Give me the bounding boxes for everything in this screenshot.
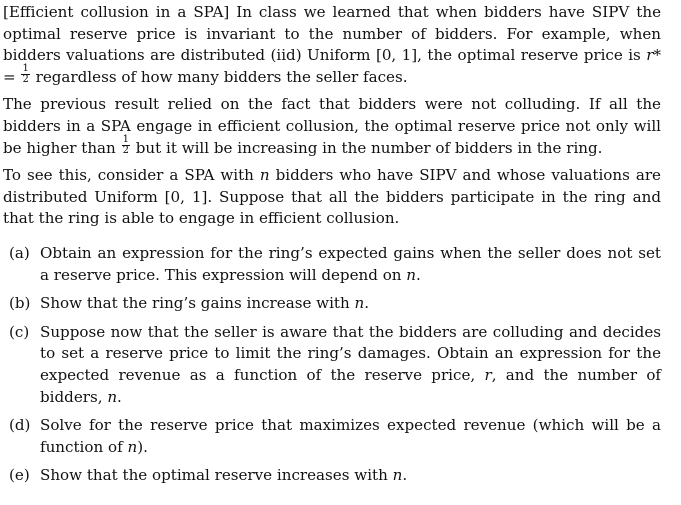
interval: [0, 1] bbox=[164, 187, 208, 206]
part-end: . bbox=[402, 466, 408, 485]
interval: [0, 1] bbox=[375, 46, 418, 65]
fraction-half bbox=[122, 135, 130, 156]
fraction-denominator: 2 bbox=[22, 74, 29, 86]
part-text: Suppose now that the seller is aware that the bidders are colluding and decides to set a reserve price to limit the ring’s damages. Obtain an expression for the expected revenue as a function of the reserve price, bbox=[40, 322, 661, 384]
math-rstar: r* bbox=[646, 46, 661, 65]
math-n: n bbox=[127, 437, 138, 456]
question-parts bbox=[3, 243, 661, 487]
paragraph-text: The previous result relied on the fact that bidders were not colluding. If all the bidders in a SPA engage in efficient collusion, the optimal reserve price not only will be higher than bbox=[3, 95, 661, 157]
intro-text: [Efficient collusion in a SPA] In class we learned that when bidders have SIPV the optimal reserve price is invariant to the number of bidders. For example, when bidders valuations are distributed (iid) Uniform bbox=[3, 3, 661, 65]
math-r: r bbox=[484, 365, 492, 384]
part-end: . bbox=[416, 265, 421, 284]
collusion-paragraph bbox=[3, 94, 661, 159]
fraction-numerator: 1 bbox=[22, 63, 29, 75]
part-end: ). bbox=[137, 437, 148, 456]
part-end: . bbox=[364, 294, 370, 313]
math-n: n bbox=[107, 387, 118, 406]
part-b bbox=[3, 293, 661, 315]
part-d bbox=[3, 415, 661, 458]
math-n: n bbox=[392, 466, 403, 485]
part-label: (c) bbox=[9, 322, 30, 341]
part-c bbox=[3, 322, 661, 408]
part-text: , and the number of bidders, bbox=[40, 365, 662, 406]
part-label: (e) bbox=[9, 466, 30, 485]
part-label: (d) bbox=[9, 416, 31, 435]
part-label: (a) bbox=[9, 243, 30, 262]
math-n: n bbox=[259, 166, 270, 185]
math-n: n bbox=[354, 294, 365, 313]
intro-text: , the optimal reserve price is bbox=[417, 46, 647, 65]
fraction-half bbox=[21, 64, 29, 85]
part-text: Show that the optimal reserve increases with bbox=[40, 466, 393, 485]
part-text: Show that the ring’s gains increase with bbox=[40, 294, 355, 313]
part-text: Obtain an expression for the ring’s expected gains when the seller does not set a reserve price. This expression will depend on bbox=[40, 243, 661, 284]
equals: = bbox=[3, 67, 21, 86]
part-label: (b) bbox=[9, 294, 31, 313]
paragraph-text: bidders who have SIPV and whose valuations are distributed Uniform bbox=[3, 166, 661, 206]
fraction-numerator: 1 bbox=[122, 134, 129, 146]
math-n: n bbox=[406, 265, 417, 284]
intro-paragraph bbox=[3, 2, 661, 88]
part-text: Solve for the reserve price that maximizes expected revenue (which will be a function of bbox=[40, 416, 661, 456]
paragraph-text: To see this, consider a SPA with bbox=[3, 166, 260, 185]
setup-paragraph bbox=[3, 165, 661, 230]
intro-text: regardless of how many bidders the seller faces. bbox=[30, 67, 408, 86]
part-e bbox=[3, 465, 661, 487]
paragraph-text: . Suppose that all the bidders participate in the ring and that the ring is able to engage in efficient collusion. bbox=[3, 187, 661, 228]
part-a bbox=[3, 243, 661, 286]
fraction-denominator: 2 bbox=[122, 145, 129, 157]
part-end: . bbox=[117, 387, 122, 406]
paragraph-text: but it will be increasing in the number of bidders in the ring. bbox=[130, 138, 603, 157]
